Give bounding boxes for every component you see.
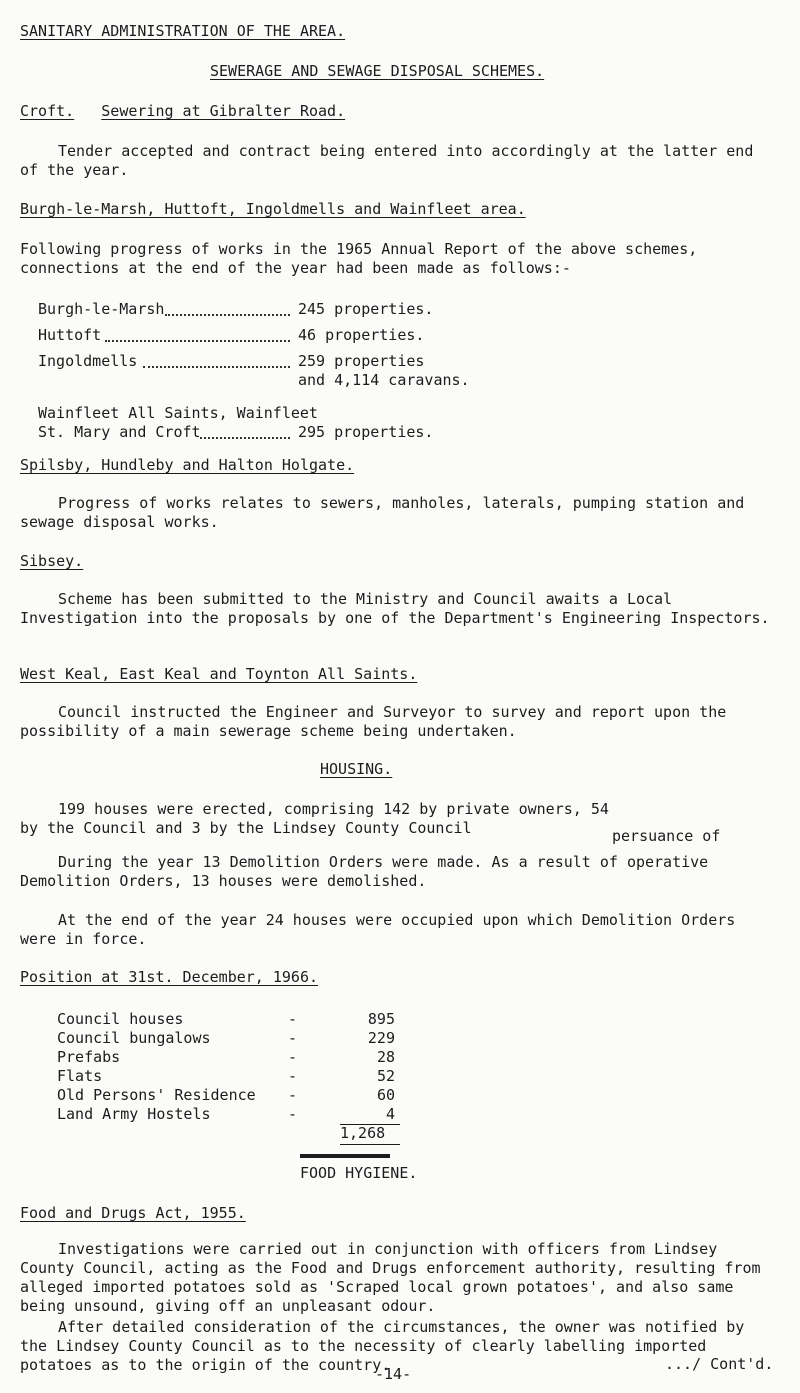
croft-subheading: Sewering at Gibralter Road. xyxy=(101,102,346,120)
page-number: -14- xyxy=(375,1365,412,1383)
table-row-value: 60 xyxy=(376,1086,395,1104)
ingoldmells-row-place: Ingoldmells xyxy=(38,352,138,370)
burgh-heading: Burgh-le-Marsh, Huttoft, Ingoldmells and Wainfleet area. xyxy=(20,200,526,218)
huttoft-row-value: 46 properties. xyxy=(298,326,425,344)
table-row-label: Prefabs xyxy=(57,1048,121,1066)
huttoft-row-place: Huttoft xyxy=(38,326,102,344)
wainfleet-row-place: St. Mary and Croft xyxy=(38,423,201,441)
westkeal-text: Council instructed the Engineer and Surveyor to survey and report upon the possibility of a main sewerage scheme being undertaken. xyxy=(20,703,727,740)
table-row-value: 52 xyxy=(376,1067,395,1085)
total-rule xyxy=(340,1144,400,1145)
burgh-intro: Following progress of works in the 1965 Annual Report of the above schemes, connections at the end of the year had been made as follows:- xyxy=(20,240,698,277)
westkeal-heading: West Keal, East Keal and Toynton All Saints. xyxy=(20,665,418,683)
spilsby-text: Progress of works relates to sewers, manholes, laterals, pumping station and sewage disposal works. xyxy=(20,494,745,531)
leader-dots xyxy=(105,326,290,342)
food-act-heading: Food and Drugs Act, 1955. xyxy=(20,1204,246,1222)
table-row-value: 28 xyxy=(376,1048,395,1066)
housing-p2: During the year 13 Demolition Orders were made. As a result of operative Demolition Orders, 13 houses were demolished. xyxy=(20,853,709,890)
burgh-row-place: Burgh-le-Marsh xyxy=(38,300,165,318)
leader-dots xyxy=(143,352,290,368)
food-p1: Investigations were carried out in conjunction with officers from Lindsey County Council, acting as the Food and Drugs enforcement authority, resulting from alleged imported potatoes sold as 'Scraped local grown potatoes', and also same being unsound, giving off an unpleasant odour. xyxy=(20,1240,761,1315)
sibsey-text: Scheme has been submitted to the Ministry and Council awaits a Local Investigation into the proposals by one of the Department's Engineering Inspectors. xyxy=(20,590,770,627)
table-row-dash: - xyxy=(288,1048,298,1066)
wainfleet-row-value: 295 properties. xyxy=(298,423,434,441)
table-row-label: Council houses xyxy=(57,1010,184,1028)
position-heading: Position at 31st. December, 1966. xyxy=(20,968,319,986)
croft-heading-line xyxy=(20,102,345,121)
housing-p1: 199 houses were erected, comprising 142 by private owners, 54 by the Council and 3 by the Lindsey County Council xyxy=(20,800,609,837)
food-heading: FOOD HYGIENE. xyxy=(300,1164,418,1182)
table-row-dash: - xyxy=(288,1086,298,1104)
table-row-label: Council bungalows xyxy=(57,1029,211,1047)
burgh-row-value: 245 properties. xyxy=(298,300,434,318)
table-row-label: Land Army Hostels xyxy=(57,1105,211,1123)
ingoldmells-row-value2: and 4,114 caravans. xyxy=(298,371,470,389)
table-row-dash: - xyxy=(288,1105,298,1123)
spilsby-heading: Spilsby, Hundleby and Halton Holgate. xyxy=(20,456,355,474)
croft-heading: Croft. xyxy=(20,102,75,120)
table-row-value: 229 xyxy=(367,1029,395,1047)
wainfleet-row-place-line1: Wainfleet All Saints, Wainfleet xyxy=(38,404,318,422)
sibsey-heading: Sibsey. xyxy=(20,552,84,570)
housing-total: 1,268 xyxy=(340,1124,386,1142)
table-row-dash: - xyxy=(288,1067,298,1085)
croft-text: Tender accepted and contract being entered into accordingly at the latter end of the year. xyxy=(20,142,754,179)
sewerage-heading: SEWERAGE AND SEWAGE DISPOSAL SCHEMES. xyxy=(210,62,545,80)
table-row-dash: - xyxy=(288,1010,298,1028)
table-row-label: Old Persons' Residence xyxy=(57,1086,256,1104)
housing-heading: HOUSING. xyxy=(320,760,393,778)
housing-insert: persuance of xyxy=(612,827,721,845)
leader-dots xyxy=(200,423,290,439)
housing-p3: At the end of the year 24 houses were occupied upon which Demolition Orders were in force. xyxy=(20,911,736,948)
leader-dots xyxy=(165,300,290,316)
table-row-value: 895 xyxy=(367,1010,395,1028)
table-row-value: 4 xyxy=(385,1105,395,1123)
section-title: SANITARY ADMINISTRATION OF THE AREA. xyxy=(20,22,346,40)
ingoldmells-row-value: 259 properties xyxy=(298,352,425,370)
food-p2: After detailed consideration of the circumstances, the owner was notified by the Lindsey County Council as to the necessity of clearly labelling imported potatoes as to the origin of the country. xyxy=(20,1318,745,1374)
table-row-label: Flats xyxy=(57,1067,103,1085)
table-row-dash: - xyxy=(288,1029,298,1047)
continued-marker: .../ Cont'd. xyxy=(665,1355,774,1373)
food-heading-bar xyxy=(300,1154,390,1158)
